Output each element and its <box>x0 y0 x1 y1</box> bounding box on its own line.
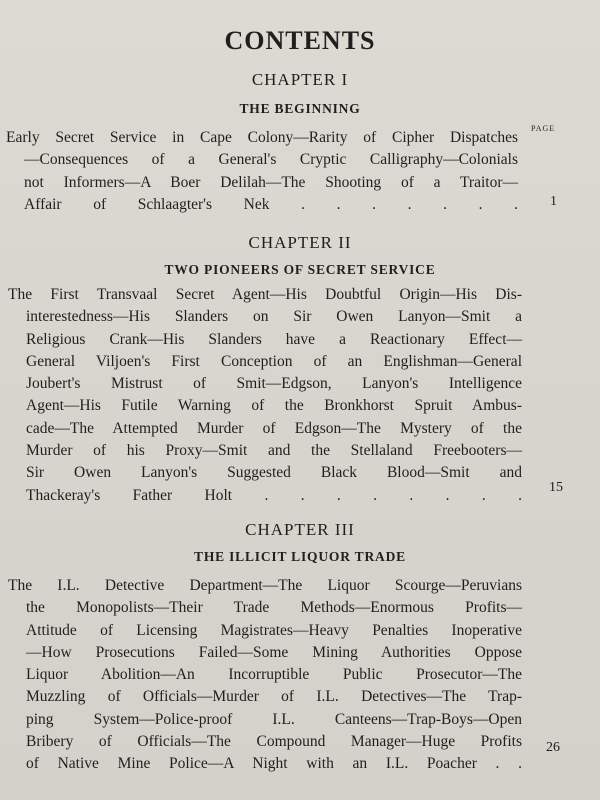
synopsis-line: Liquor Abolition—An Incorruptible Public Prosecutor—The <box>26 666 522 684</box>
chapter-2-heading: CHAPTER II <box>248 233 352 252</box>
synopsis-line: Attitude of Licensing Magistrates—Heavy Penalties Inoperative <box>26 621 522 639</box>
chapter-1-synopsis <box>6 127 518 216</box>
synopsis-line: not Informers—A Boer Delilah—The Shooting of a Traitor— <box>24 173 518 191</box>
synopsis-line: interestedness—His Slanders on Sir Owen Lanyon—Smit a <box>26 308 522 326</box>
synopsis-line: General Viljoen's First Conception of an Englishman—General <box>26 352 522 370</box>
synopsis-line: the Monopolists—Their Trade Methods—Enormous Profits— <box>26 599 522 617</box>
synopsis-line: —Consequences of a General's Cryptic Calligraphy—Colonials <box>24 151 518 169</box>
synopsis-line: Religious Crank—His Slanders have a Reactionary Effect— <box>26 330 522 348</box>
synopsis-line: Agent—His Futile Warning of the Bronkhorst Spruit Ambus- <box>26 397 522 415</box>
synopsis-line: ping System—Police-proof I.L. Canteens—Trap-Boys—Open <box>26 710 522 728</box>
synopsis-line: Murder of his Proxy—Smit and the Stellaland Freebooters— <box>26 442 522 460</box>
synopsis-line: —How Prosecutions Failed—Some Mining Authorities Oppose <box>26 643 522 661</box>
chapter-3-synopsis <box>8 575 522 776</box>
synopsis-line: Bribery of Officials—The Compound Manager—Huge Profits <box>26 733 522 751</box>
synopsis-line: The I.L. Detective Department—The Liquor Scourge—Peruvians <box>8 577 522 594</box>
synopsis-line: Thackeray's Father Holt . . . . . . . . <box>26 486 522 504</box>
chapter-1-subtitle: THE BEGINNING <box>239 101 361 116</box>
synopsis-line: of Native Mine Police—A Night with an I.L. Poacher . . <box>26 755 522 773</box>
chapter-1-heading: CHAPTER I <box>251 70 349 89</box>
synopsis-line: Joubert's Mistrust of Smit—Edgson, Lanyon's Intelligence <box>26 375 522 393</box>
page-title: CONTENTS <box>224 26 376 55</box>
chapter-3-heading: CHAPTER III <box>245 520 355 539</box>
synopsis-line: Sir Owen Lanyon's Suggested Black Blood—Smit and <box>26 464 522 482</box>
synopsis-line: Early Secret Service in Cape Colony—Rarity of Cipher Dispatches <box>6 129 518 146</box>
chapter-3-page-number: 26 <box>546 740 560 755</box>
chapter-1-page-number: 1 <box>550 194 557 209</box>
chapter-2-synopsis <box>8 284 522 507</box>
chapter-2-page-number: 15 <box>549 480 563 495</box>
synopsis-line: The First Transvaal Secret Agent—His Doubtful Origin—His Dis- <box>8 286 522 303</box>
synopsis-line: Muzzling of Officials—Murder of I.L. Detectives—The Trap- <box>26 688 522 706</box>
synopsis-line: Affair of Schlaagter's Nek . . . . . . . <box>24 195 518 213</box>
chapter-2-subtitle: TWO PIONEERS OF SECRET SERVICE <box>164 262 436 277</box>
synopsis-line: cade—The Attempted Murder of Edgson—The Mystery of the <box>26 419 522 437</box>
chapter-3-subtitle: THE ILLICIT LIQUOR TRADE <box>194 549 406 564</box>
page-column-label: PAGE <box>531 124 556 133</box>
